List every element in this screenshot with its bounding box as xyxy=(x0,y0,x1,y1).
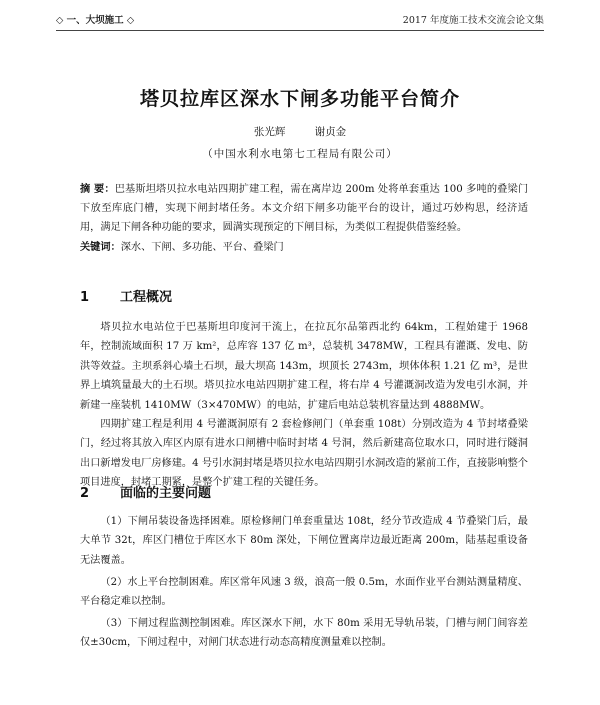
header-rule xyxy=(56,30,544,31)
header-section-label: ◇ 一、大坝施工 ◇ xyxy=(56,15,135,26)
section-2-paragraph-1: （1）下闸吊装设备选择困难。原检修闸门单套重量达 108t，经分节改造成 4 节叠梁门后，最大单节 32t，库区门槽位于库区水下 80m 深处，下闸位置离岸边最近距离 200m，陆基起重设备无法覆盖。 xyxy=(80,516,528,566)
running-header xyxy=(56,8,544,30)
section-number: 2 xyxy=(80,486,90,501)
keywords-label: 关键词： xyxy=(80,242,121,253)
section-2-paragraph-2: （2）水上平台控制困难。库区常年风速 3 级，浪高一般 0.5m，水面作业平台测站测量精度、平台稳定难以控制。 xyxy=(80,577,528,608)
header-proceedings-title: 2017 年度施工技术交流会论文集 xyxy=(402,15,544,26)
abstract-label: 摘 要： xyxy=(80,184,115,195)
section-heading-1 xyxy=(80,286,528,305)
section-number: 1 xyxy=(80,290,90,305)
section-2-paragraph-3: （3）下闸过程监测控制困难。库区深水下闸，水下 80m 采用无导轨吊装，门槽与闸门间容差仅±30cm，下闸过程中，对闸门状态进行动态高精度测量难以控制。 xyxy=(80,618,528,649)
section-title: 工程概况 xyxy=(120,290,173,305)
paper-title: 塔贝拉库区深水下闸多功能平台简介 xyxy=(139,88,460,110)
paper-authors: 张光辉 谢贞金 xyxy=(253,126,347,138)
abstract xyxy=(80,180,528,237)
section-1-paragraph-2: 四期扩建工程是利用 4 号灌溉洞原有 2 套检修闸门（单套重 108t）分别改造为 4 节封堵叠梁门，经过将其放入库区内原有进水口闸槽中临时封堵 4 号洞，然后新建高位取水口，同时进行隧洞出口新增发电厂房修建。4 号引水洞封堵是塔贝拉水电站四期引水洞改造的紧前工作，直接影响整个项目进度，封堵工期紧，是整个扩建工程的关键任务。 xyxy=(80,419,528,489)
keywords-text: 深水、下闸、多功能、平台、叠梁门 xyxy=(120,242,284,253)
abstract-text: 巴基斯坦塔贝拉水电站四期扩建工程，需在离岸边 200m 处将单套重达 100 多吨的叠梁门下放至库底门槽，实现下闸封堵任务。本文介绍下闸多功能平台的设计，通过巧妙构思，经济适用，满足下闸各种功能的要求，圆满实现预定的下闸目标，为类似工程提供借鉴经验。 xyxy=(80,184,529,233)
keywords xyxy=(80,238,528,257)
section-1-paragraph-1: 塔贝拉水电站位于巴基斯坦印度河干流上，在拉瓦尔品第西北约 64km，工程始建于 1968 年，控制流域面积 17 万 km²，总库容 137 亿 m³，总装机 3478MW，工程具有灌溉、发电、防洪等效益。主坝系斜心墙土石坝，最大坝高 143m，坝顶长 2743m，坝体体积 1.21 亿 m³，是世界上填筑量最大的土石坝。塔贝拉水电站四期扩建工程，将右岸 4 号灌溉洞改造为发电引水洞，并新建一座装机 1410MW（3×470MW）的电站，扩建后电站总装机容量达到 4888MW。 xyxy=(80,322,528,411)
section-title: 面临的主要问题 xyxy=(120,486,212,501)
author-affiliation: （中国水利水电第七工程局有限公司） xyxy=(202,148,398,160)
section-heading-2 xyxy=(80,482,528,501)
